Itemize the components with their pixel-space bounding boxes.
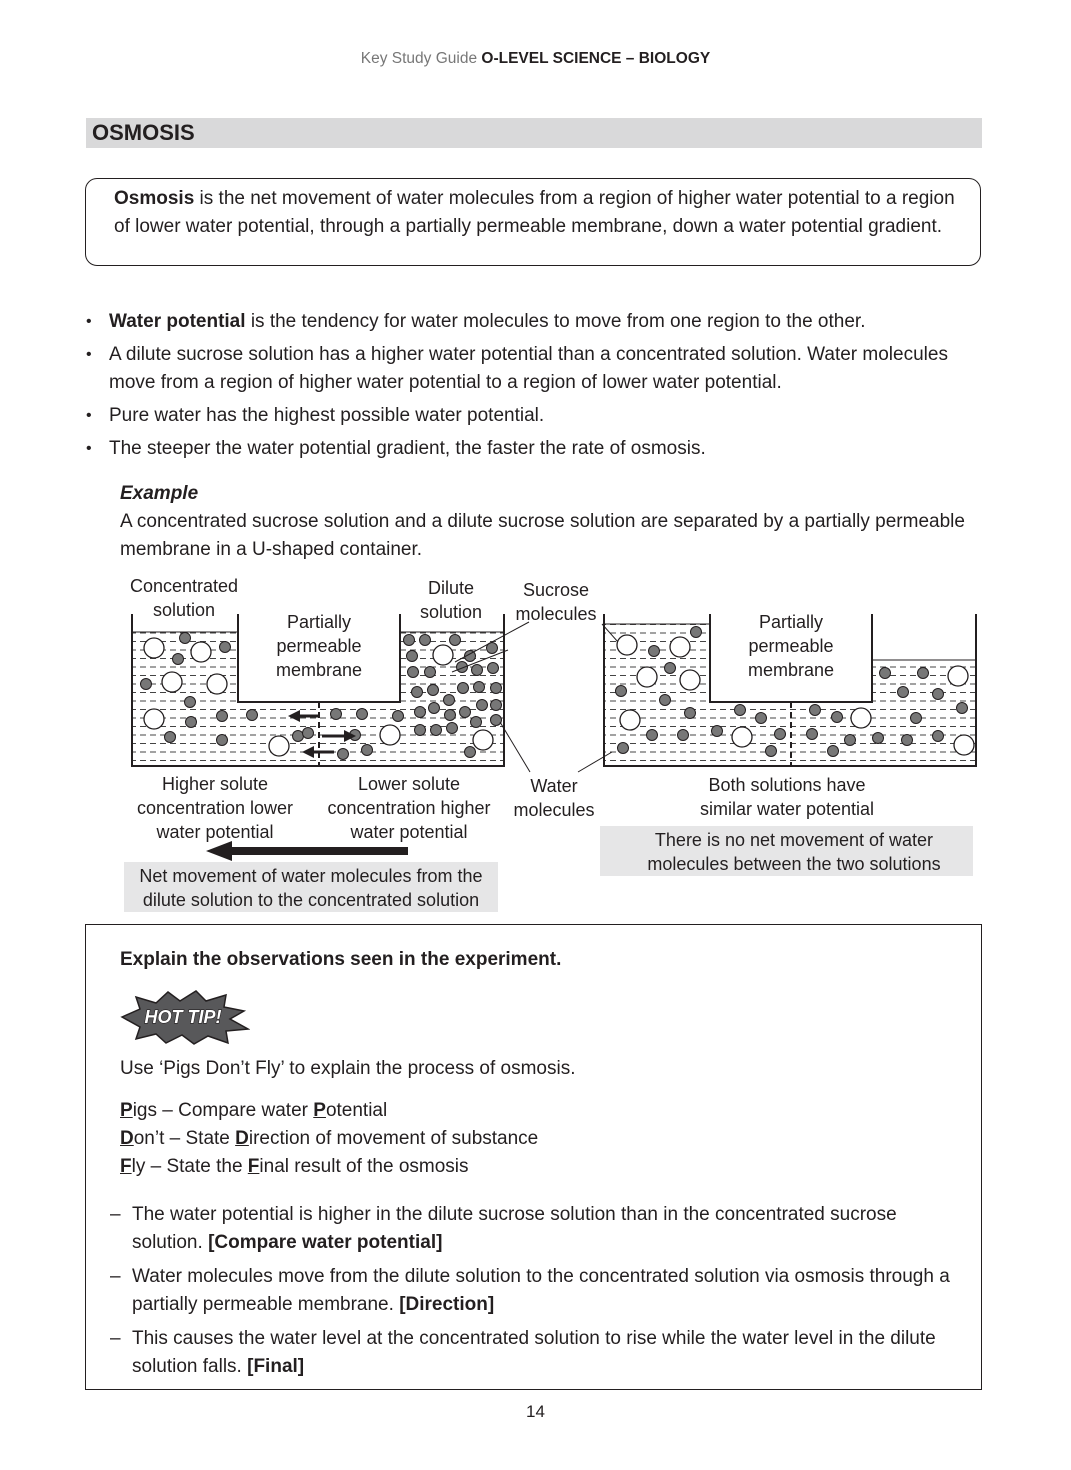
bullet-text: The steeper the water potential gradient, the faster the rate of osmosis. xyxy=(109,438,706,459)
equilibrium-caption: Both solutions have similar water potential xyxy=(699,775,875,819)
mnemonic-initial: D xyxy=(120,1128,134,1149)
mnemonic-initial: F xyxy=(120,1156,132,1177)
bullet-text: Pure water has the highest possible water potential. xyxy=(109,405,545,426)
example-block xyxy=(120,480,970,564)
page-number: 14 xyxy=(526,1402,545,1421)
bullet-text: A dilute sucrose solution has a higher water potential than a concentrated solution. Water molecules move from a region of higher water potential to a region of lower water potential. xyxy=(109,344,948,393)
definition-term: Osmosis xyxy=(114,188,195,209)
hot-tip-badge xyxy=(116,989,250,1045)
left-caption: Higher solute concentration lower water potential xyxy=(136,774,294,842)
dilute-label: Dilute solution xyxy=(419,578,483,622)
definition-text xyxy=(100,185,966,241)
example-text: A concentrated sucrose solution and a dilute sucrose solution are separated by a partially permeable membrane in a U-shaped container. xyxy=(120,511,965,560)
answer-tag: [Final] xyxy=(247,1356,305,1377)
sucrose-label: Sucrose molecules xyxy=(515,580,597,624)
membrane-label-right: Partially permeable membrane xyxy=(747,612,835,680)
bullet-dot: • xyxy=(86,407,92,424)
bullet-text: is the tendency for water molecules to move from one region to the other. xyxy=(250,311,866,332)
definition-box xyxy=(85,178,981,266)
answer-text: Water molecules move from the dilute solution to the concentrated solution via osmosis through a partially permeable membrane. xyxy=(132,1266,950,1315)
mnemonic-key: P xyxy=(313,1100,326,1121)
bullet-dot: • xyxy=(86,346,92,363)
dash-marker: – xyxy=(110,1266,121,1287)
hot-tip-text: HOT TIP! xyxy=(144,1007,222,1027)
answer-text: This causes the water level at the concentrated solution to rise while the water level in the dilute solution falls. xyxy=(132,1328,936,1377)
bullet-list xyxy=(86,308,986,468)
bullet-bold: Water potential xyxy=(109,311,246,332)
section-heading-bar xyxy=(86,118,982,148)
answer-item xyxy=(110,1325,972,1381)
water-molecules-label: Water molecules xyxy=(513,776,595,820)
question-title: Explain the observations seen in the experiment. xyxy=(120,949,562,970)
answer-list xyxy=(110,1201,972,1387)
mnemonic-tail: irection of movement of substance xyxy=(248,1128,539,1149)
definition-body: is the net movement of water molecules from a region of higher water potential to a region of lower water potential, through a partially permeable membrane, down a water potential gradient. xyxy=(114,188,955,237)
mnemonic-key: D xyxy=(235,1128,249,1149)
mnemonic-text: igs – Compare water xyxy=(132,1100,314,1121)
guide-name: Key Study Guide xyxy=(360,50,478,67)
mnemonic-line xyxy=(120,1153,538,1181)
example-label: Example xyxy=(120,483,199,504)
answer-item xyxy=(110,1263,972,1319)
mnemonic-text: ly – State the xyxy=(131,1156,248,1177)
bullet-dot: • xyxy=(86,440,92,457)
mnemonic-initial: P xyxy=(120,1100,133,1121)
osmosis-diagram xyxy=(100,570,990,915)
right-caption: Lower solute concentration higher water potential xyxy=(327,774,491,842)
mnemonic-line xyxy=(120,1097,538,1125)
dash-marker: – xyxy=(110,1328,121,1349)
mnemonic-key: F xyxy=(247,1156,260,1177)
mnemonic-tail: inal result of the osmosis xyxy=(259,1156,469,1177)
answer-tag: [Direction] xyxy=(399,1294,495,1315)
bullet-item xyxy=(86,435,986,463)
subject-name: O-LEVEL SCIENCE – BIOLOGY xyxy=(481,50,711,67)
no-net-text: There is no net movement of water molecules between the two solutions xyxy=(647,830,941,874)
bullet-item xyxy=(86,341,986,397)
mnemonic-intro: Use ‘Pigs Don’t Fly’ to explain the process of osmosis. xyxy=(120,1058,576,1079)
mnemonic-list xyxy=(120,1097,538,1181)
section-title: OSMOSIS xyxy=(92,120,195,145)
bullet-item xyxy=(86,308,986,336)
answer-tag: [Compare water potential] xyxy=(208,1232,443,1253)
net-movement-text: Net movement of water molecules from the dilute solution to the concentrated solution xyxy=(139,866,483,910)
mnemonic-line xyxy=(120,1125,538,1153)
bullet-dot: • xyxy=(86,313,92,330)
mnemonic-text: on’t – State xyxy=(133,1128,236,1149)
dash-marker: – xyxy=(110,1204,121,1225)
concentrated-label: Concentrated solution xyxy=(129,576,239,620)
bullet-item xyxy=(86,402,986,430)
net-movement-arrow xyxy=(206,841,408,861)
running-header xyxy=(0,50,1071,68)
answer-text: The water potential is higher in the dilute sucrose solution than in the concentrated sucrose solution. xyxy=(132,1204,897,1253)
answer-item xyxy=(110,1201,972,1257)
mnemonic-tail: otential xyxy=(325,1100,388,1121)
explain-box xyxy=(85,924,982,1390)
membrane-label-left: Partially permeable membrane xyxy=(275,612,363,680)
